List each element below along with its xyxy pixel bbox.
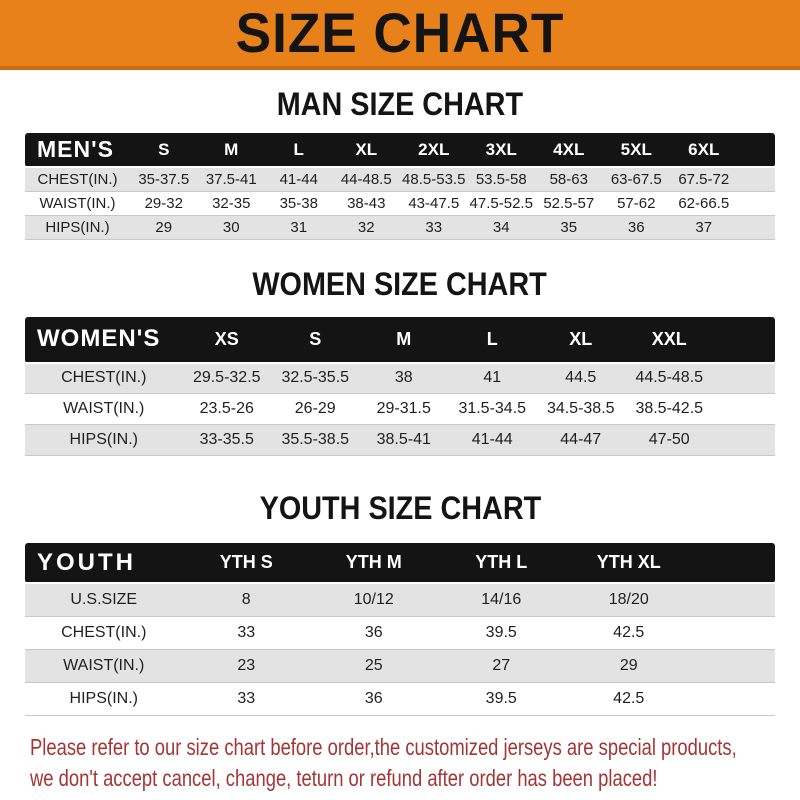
row-spacer	[693, 616, 776, 649]
row-spacer	[738, 191, 776, 215]
size-value-cell: 31.5-34.5	[458, 400, 527, 417]
size-value-cell: 38	[394, 369, 413, 387]
size-column-header: 2XL	[418, 139, 450, 159]
size-column-header: 6XL	[688, 139, 720, 159]
youth-size-chart-section	[0, 489, 800, 716]
size-value-cell: 58-63	[549, 170, 588, 188]
table-row	[25, 616, 775, 649]
size-value-cell: 29	[155, 218, 173, 236]
size-value-cell: 23.5-26	[199, 400, 254, 417]
size-column-header: L	[486, 328, 498, 349]
size-value-cell: 44-48.5	[340, 170, 392, 188]
size-column-header: YTH M	[345, 552, 402, 572]
table-row	[25, 394, 775, 425]
size-value-cell: 33	[425, 218, 443, 236]
row-spacer	[693, 649, 776, 682]
size-value-cell: 29.5-32.5	[192, 369, 261, 387]
size-value-cell: 43-47.5	[408, 194, 460, 212]
row-spacer	[693, 583, 776, 616]
size-value-cell: 35	[560, 218, 578, 236]
size-column-header: 5XL	[620, 139, 652, 159]
size-value-cell: 33	[237, 623, 256, 641]
size-value-cell: 44-47	[560, 431, 602, 448]
youth-size-table	[25, 543, 775, 716]
size-value-cell: 32-35	[212, 194, 251, 212]
womens-size-table	[25, 317, 775, 457]
row-spacer	[738, 167, 776, 191]
header-spacer	[738, 133, 776, 167]
size-value-cell: 14/16	[481, 590, 522, 608]
size-value-cell: 44.5	[565, 369, 597, 387]
size-value-cell: 34	[492, 218, 510, 236]
size-value-cell: 42.5	[613, 689, 645, 707]
size-value-cell: 35-37.5	[138, 170, 190, 188]
size-value-cell: 8	[241, 590, 251, 608]
size-value-cell: 47-50	[648, 431, 690, 448]
size-column-header: YTH S	[219, 552, 273, 572]
row-spacer	[693, 682, 776, 715]
row-spacer	[714, 394, 776, 425]
man-section-title: MAN SIZE CHART	[276, 86, 524, 122]
disclaimer-line-1: Please refer to our size chart before order,the customized jerseys are special products,	[30, 733, 737, 760]
row-label: CHEST(IN.)	[37, 170, 118, 188]
size-column-header: M	[396, 328, 412, 349]
header-spacer	[693, 543, 776, 583]
size-value-cell: 39.5	[485, 623, 517, 641]
women-section-title: WOMEN SIZE CHART	[252, 265, 548, 302]
row-label: HIPS(IN.)	[69, 689, 138, 707]
size-value-cell: 62-66.5	[678, 194, 730, 212]
row-spacer	[714, 363, 776, 394]
mens-header-row	[25, 133, 775, 167]
size-value-cell: 10/12	[353, 590, 394, 608]
size-value-cell: 52.5-57	[543, 194, 595, 212]
table-row	[25, 167, 775, 191]
size-value-cell: 37.5-41	[205, 170, 257, 188]
size-value-cell: 18/20	[608, 590, 649, 608]
size-value-cell: 25	[364, 656, 383, 674]
size-value-cell: 23	[237, 656, 256, 674]
size-value-cell: 36	[364, 689, 383, 707]
table-row	[25, 682, 775, 715]
row-spacer	[714, 425, 776, 456]
size-value-cell: 38.5-42.5	[635, 400, 704, 417]
size-value-cell: 57-62	[617, 194, 656, 212]
table-row	[25, 363, 775, 394]
size-value-cell: 35-38	[279, 194, 318, 212]
size-value-cell: 39.5	[485, 689, 517, 707]
size-column-header: M	[224, 139, 239, 159]
row-label: WAIST(IN.)	[63, 400, 145, 417]
size-column-header: YTH XL	[596, 552, 661, 572]
row-label: CHEST(IN.)	[61, 369, 147, 387]
man-size-chart-section	[0, 85, 800, 240]
size-column-header: XL	[569, 328, 593, 349]
size-column-header: XL	[355, 139, 378, 159]
size-value-cell: 47.5-52.5	[469, 194, 533, 212]
table-row	[25, 191, 775, 215]
disclaimer-line-2: we don't accept cancel, change, teturn or refund after order has been placed!	[30, 764, 658, 791]
size-column-header: L	[293, 139, 304, 159]
row-label: U.S.SIZE	[70, 590, 138, 608]
size-column-header: 3XL	[485, 139, 517, 159]
size-value-cell: 48.5-53.5	[402, 170, 466, 188]
row-label: HIPS(IN.)	[69, 431, 138, 448]
size-value-cell: 29-31.5	[376, 400, 431, 417]
size-value-cell: 38-43	[347, 194, 386, 212]
disclaimer-text	[0, 732, 800, 794]
womens-header-row	[25, 317, 775, 363]
size-column-header: YTH L	[475, 552, 528, 572]
table-row	[25, 215, 775, 239]
row-label: WAIST(IN.)	[63, 656, 145, 674]
womens-corner-label: WOMEN'S	[37, 325, 161, 352]
youth-header-row	[25, 543, 775, 583]
size-value-cell: 32.5-35.5	[281, 369, 350, 387]
youth-section-title: YOUTH SIZE CHART	[259, 490, 541, 526]
youth-corner-label: YOUTH	[37, 548, 136, 576]
row-label: HIPS(IN.)	[45, 218, 110, 236]
size-value-cell: 42.5	[613, 623, 645, 641]
size-chart-title: SIZE CHART	[235, 1, 565, 64]
size-column-header: XXL	[651, 328, 687, 349]
size-chart-banner	[0, 0, 800, 70]
women-size-chart-section	[0, 265, 800, 457]
size-value-cell: 53.5-58	[475, 170, 527, 188]
size-value-cell: 26-29	[294, 400, 336, 417]
row-label: WAIST(IN.)	[39, 194, 116, 212]
size-value-cell: 35.5-38.5	[281, 431, 350, 448]
mens-size-table	[25, 133, 775, 240]
row-spacer	[738, 215, 776, 239]
header-spacer	[714, 317, 776, 363]
size-value-cell: 33-35.5	[199, 431, 254, 448]
size-value-cell: 31	[290, 218, 308, 236]
size-value-cell: 63-67.5	[610, 170, 662, 188]
size-value-cell: 38.5-41	[376, 431, 431, 448]
size-value-cell: 33	[237, 689, 256, 707]
mens-corner-label: MEN'S	[37, 136, 114, 162]
size-value-cell: 41-44	[279, 170, 318, 188]
size-value-cell: 37	[695, 218, 713, 236]
table-row	[25, 425, 775, 456]
size-value-cell: 27	[492, 656, 511, 674]
size-column-header: XS	[214, 328, 239, 349]
size-value-cell: 29	[619, 656, 638, 674]
size-value-cell: 32	[357, 218, 375, 236]
row-label: CHEST(IN.)	[61, 623, 147, 641]
size-value-cell: 41	[483, 369, 502, 387]
size-value-cell: 36	[364, 623, 383, 641]
table-row	[25, 649, 775, 682]
size-column-header: S	[309, 328, 322, 349]
size-value-cell: 34.5-38.5	[546, 400, 615, 417]
size-value-cell: 67.5-72	[678, 170, 730, 188]
size-column-header: S	[158, 139, 170, 159]
size-column-header: 4XL	[553, 139, 585, 159]
size-value-cell: 41-44	[471, 431, 513, 448]
table-row	[25, 583, 775, 616]
size-value-cell: 29-32	[144, 194, 183, 212]
size-value-cell: 30	[222, 218, 240, 236]
size-value-cell: 44.5-48.5	[635, 369, 704, 387]
size-value-cell: 36	[627, 218, 645, 236]
